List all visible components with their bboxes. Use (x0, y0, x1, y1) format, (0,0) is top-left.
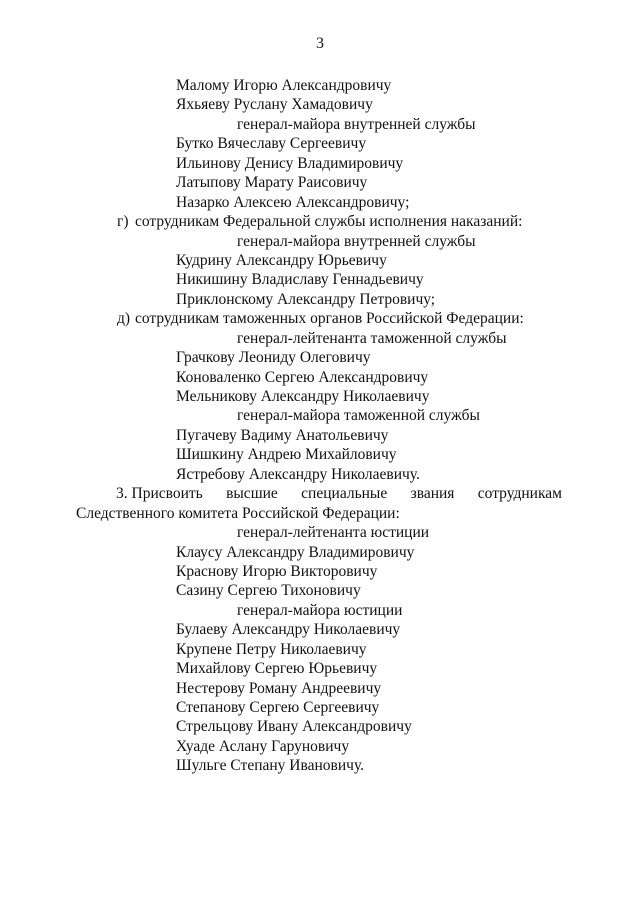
paragraph-word: сотрудникам (477, 485, 562, 503)
person-name-line: Коноваленко Сергею Александровичу (176, 368, 429, 386)
person-name-line: Хуаде Аслану Гаруновичу (176, 737, 350, 755)
decree-text (0, 76, 640, 776)
person-name-line: Латыпову Марату Раисовичу (176, 174, 368, 192)
person-name-line: Назарко Алексею Александровичу; (176, 193, 410, 211)
category-letter: г) (117, 213, 129, 231)
person-name-line: Грачкову Леониду Олеговичу (176, 349, 371, 367)
person-name-line: Сазину Сергею Тихоновичу (176, 582, 361, 600)
person-name-line: Яхьяеву Руслану Хамадовичу (176, 96, 373, 114)
person-name-line: Шульге Степану Ивановичу. (176, 757, 365, 775)
person-name-line: Михайлову Сергею Юрьевичу (176, 660, 378, 678)
paragraph-word: 3. Присвоить (116, 485, 203, 503)
person-name-line: Бутко Вячеславу Сергеевичу (176, 135, 367, 153)
person-name-line: Краснову Игорю Викторовичу (176, 562, 378, 580)
person-name-line: Малому Игорю Александровичу (176, 77, 392, 94)
person-name-line: Крупене Петру Николаевичу (176, 640, 367, 658)
person-name-line: Нестерову Роману Андреевичу (176, 679, 382, 697)
paragraph-continuation: Следственного комитета Российской Федерации: (76, 504, 400, 522)
rank-heading: генерал-майора таможенной службы (237, 407, 480, 425)
rank-heading: генерал-майора юстиции (237, 601, 403, 619)
person-name-line: Степанову Сергею Сергеевичу (176, 699, 380, 716)
rank-heading: генерал-майора внутренней службы (237, 115, 476, 133)
person-name-line: Ястребову Александру Николаевичу. (176, 465, 420, 483)
paragraph-word: специальные (301, 485, 388, 503)
rank-heading: генерал-лейтенанта юстиции (237, 524, 430, 542)
category-heading (0, 309, 640, 328)
person-name-line: Пугачеву Вадиму Анатольевичу (176, 426, 389, 444)
category-text: сотрудникам Федеральной службы исполнения наказаний: (135, 213, 523, 231)
category-text: сотрудникам таможенных органов Российской Федерации: (135, 310, 524, 328)
page-number: 3 (316, 35, 324, 52)
person-name-line: Ильинову Денису Владимировичу (176, 154, 404, 172)
category-heading (0, 212, 640, 231)
rank-heading: генерал-майора внутренней службы (237, 232, 476, 250)
category-letter: д) (117, 310, 131, 328)
person-name-line: Булаеву Александру Николаевичу (176, 621, 401, 639)
person-name-line: Никишину Владиславу Геннадьевичу (176, 271, 424, 289)
paragraph-word: звания (410, 485, 455, 503)
paragraph-word: высшие (226, 485, 278, 503)
paragraph-first-line (0, 484, 640, 503)
person-name-line: Клаусу Александру Владимировичу (176, 543, 415, 561)
person-name-line: Шишкину Андрею Михайловичу (176, 446, 397, 464)
person-name-line: Стрельцову Ивану Александровичу (176, 718, 412, 736)
rank-heading: генерал-лейтенанта таможенной службы (237, 329, 507, 347)
person-name-line: Приклонскому Александру Петровичу; (176, 290, 436, 308)
person-name-line: Мельникову Александру Николаевичу (176, 388, 430, 405)
person-name-line: Кудрину Александру Юрьевичу (176, 251, 387, 269)
